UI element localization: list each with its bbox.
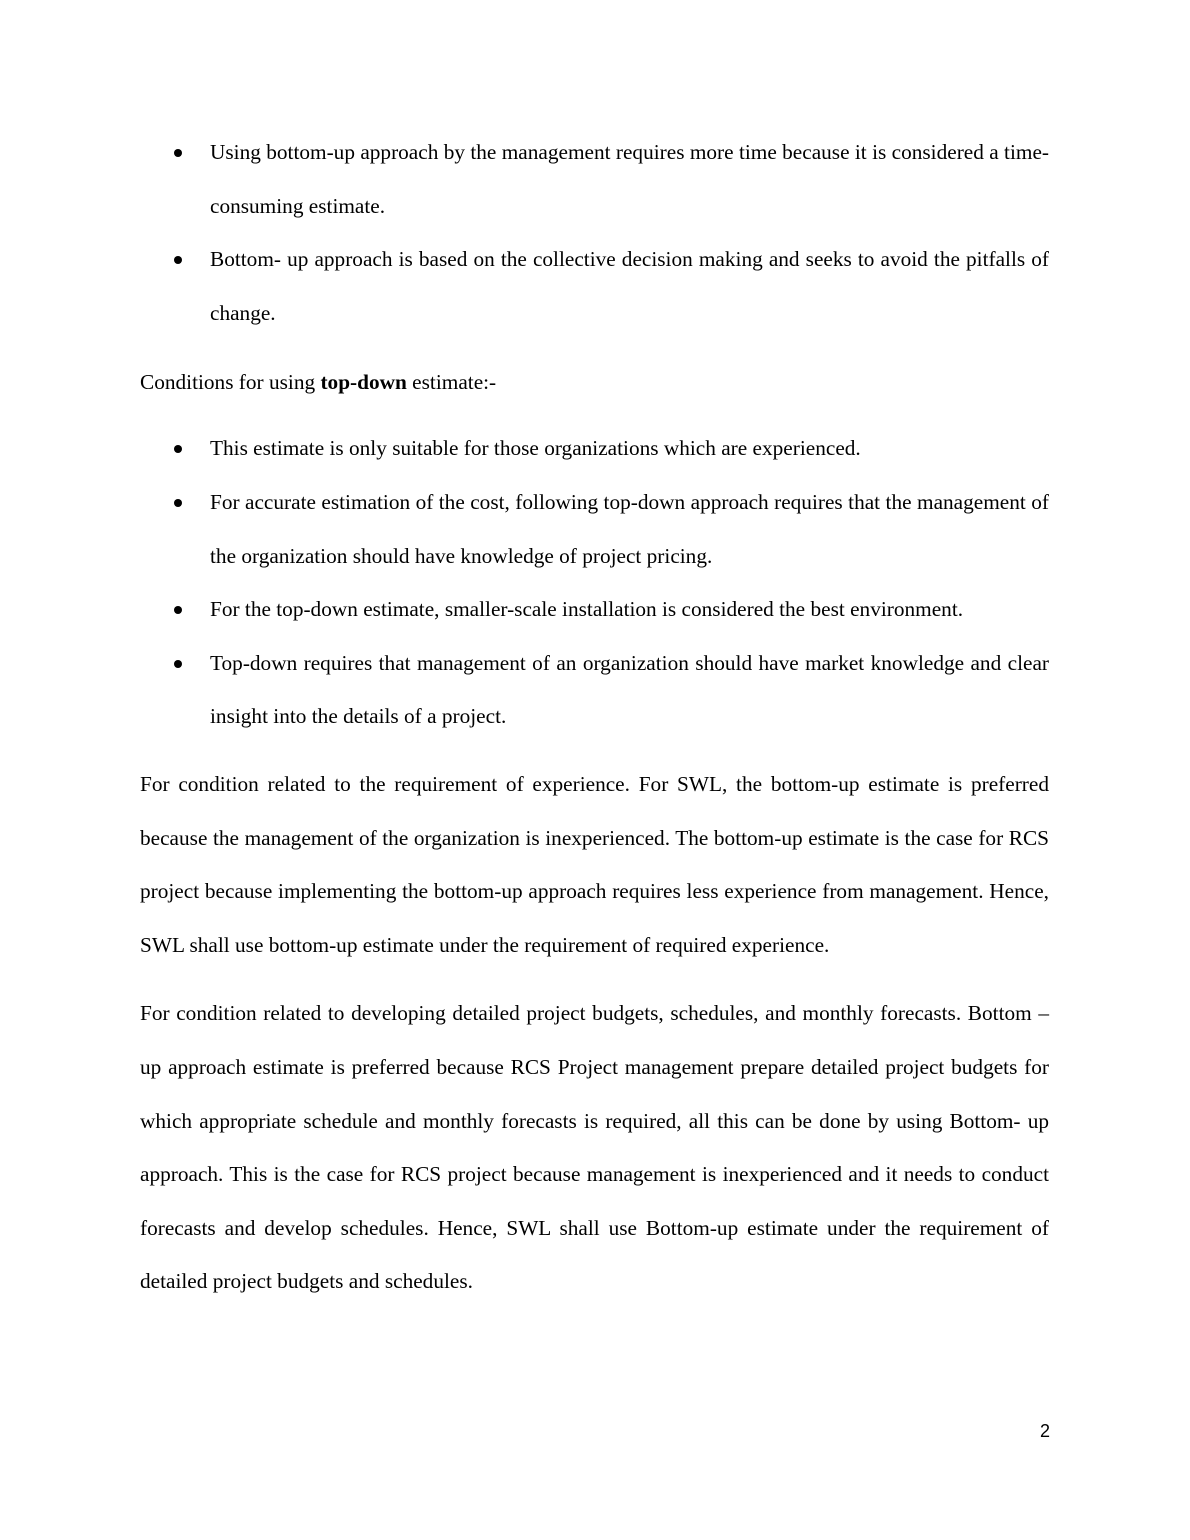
page-content: [140, 126, 1049, 1309]
bullet-icon: [174, 256, 182, 264]
heading-prefix: Conditions for using: [140, 370, 321, 395]
list-item: [140, 476, 1049, 583]
list-item: [140, 422, 1049, 476]
top-down-bullet-list: [140, 422, 1049, 744]
list-item-text: Bottom- up approach is based on the collective decision making and seeks to avoid the pitfalls of change.: [210, 247, 1049, 325]
list-item-text: Top-down requires that management of an organization should have market knowledge and clear insight into the details of a project.: [210, 650, 1049, 729]
bullet-icon: [174, 499, 182, 507]
bullet-icon: [174, 149, 182, 157]
list-item-text: This estimate is only suitable for those organizations which are experienced.: [210, 436, 861, 461]
bullet-icon: [174, 660, 182, 668]
budgets-paragraph: For condition related to developing detailed project budgets, schedules, and monthly forecasts. Bottom –up approach estimate is preferred because RCS Project management prepare detailed project budgets for which appropriate schedule and monthly forecasts is required, all this can be done by using Bottom- up approach. This is the case for RCS project because management is inexperienced and it needs to conduct forecasts and develop schedules. Hence, SWL shall use Bottom-up estimate under the requirement of detailed project budgets and schedules.: [140, 1001, 1049, 1294]
page-number: 2: [1039, 1421, 1050, 1441]
list-item: [140, 233, 1049, 340]
list-item-text: For accurate estimation of the cost, following top-down approach requires that the management of the organization should have knowledge of project pricing.: [210, 489, 1049, 568]
bullet-icon: [174, 606, 182, 614]
top-down-conditions-heading: [140, 367, 1049, 397]
bottom-up-bullet-list: [140, 126, 1049, 340]
list-item: [140, 583, 1049, 637]
heading-suffix: estimate:-: [406, 370, 497, 395]
list-item-text: Using bottom-up approach by the management requires more time because it is considered a time-consuming estimate.: [210, 140, 1049, 218]
list-item-text: For the top-down estimate, smaller-scale installation is considered the best environment.: [210, 597, 964, 622]
experience-paragraph: For condition related to the requirement of experience. For SWL, the bottom-up estimate is preferred because the management of the organization is inexperienced. The bottom-up estimate is the case for RCS project because implementing the bottom-up approach requires less experience from management. Hence, SWL shall use bottom-up estimate under the requirement of required experience.: [140, 771, 1049, 957]
list-item: [140, 637, 1049, 744]
list-item: [140, 126, 1049, 233]
bullet-icon: [174, 445, 182, 453]
heading-bold-term: top-down: [320, 370, 407, 395]
